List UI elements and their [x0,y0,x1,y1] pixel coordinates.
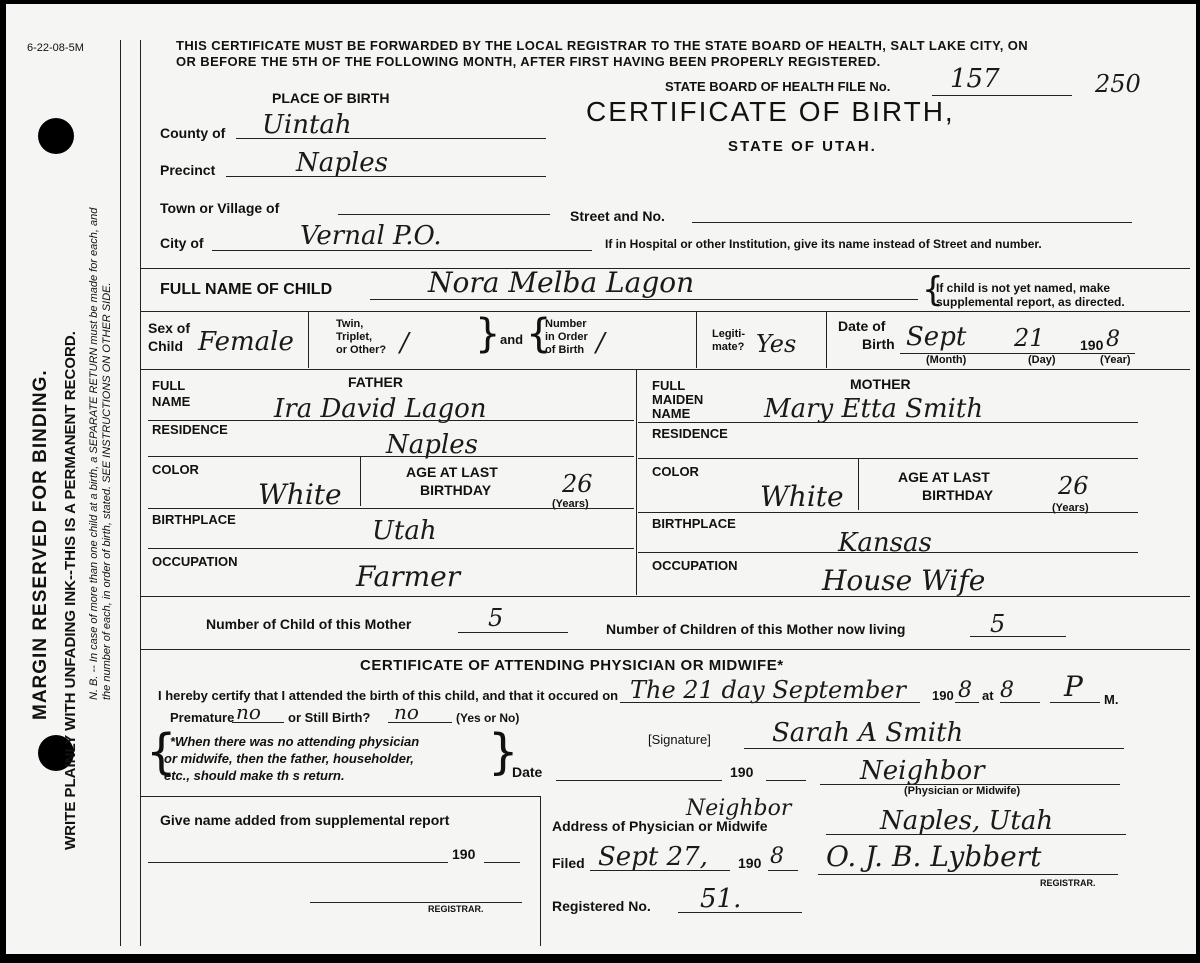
date-label-1: Date of [838,318,886,334]
town-line [338,214,550,215]
father-age-label-1: AGE AT LAST [406,464,498,480]
header-instruction-1: THIS CERTIFICATE MUST BE FORWARDED BY THE LOCAL REGISTRAR TO THE STATE BOARD OF HEALTH, SALT LAKE CITY, ON [176,38,1029,53]
sex-value: Female [198,327,294,357]
city-value: Vernal P.O. [300,221,442,251]
role-caption: (Physician or Midwife) [904,785,1021,797]
premature-label: Premature [170,710,235,725]
address-note: Neighbor [686,796,792,821]
registered-no-value: 51. [700,884,742,914]
mother-name: Mary Etta Smith [764,394,984,424]
mother-birthplace-label: BIRTHPLACE [652,516,736,531]
mother-color-age-divider [858,458,859,510]
supplemental-year-line [484,862,520,863]
mother-birthplace-line [638,552,1138,553]
physician-note-2: or midwife, then the father, householder, [164,751,414,766]
margin-reserved-text: MARGIN RESERVED FOR BINDING. [30,369,51,720]
father-residence: Naples [386,430,478,460]
file-number-handwritten: 250 [1095,70,1141,98]
premature-value: no [236,700,261,724]
physician-note-3: etc., should make th s return. [164,768,345,783]
occurred-year-line [955,702,979,703]
bottom-section-divider [540,796,541,946]
not-named-note-2: supplemental report, as directed. [936,295,1125,309]
place-of-birth-heading: PLACE OF BIRTH [272,90,390,106]
note-bracket-right: } [488,724,519,780]
father-name-line [148,420,634,421]
hour-line [1000,702,1040,703]
father-name: Ira David Lagon [274,394,487,424]
mother-full-label-3: NAME [652,406,691,421]
registered-no-line [678,912,802,913]
order-label-1: Number [545,318,587,330]
hour-value: 8 [1000,678,1014,703]
legit-label-2: mate? [712,341,745,353]
occurred-year-suffix: 8 [958,678,972,703]
county-value: Uintah [262,110,352,140]
signature-label: [Signature] [648,732,711,747]
address-line [826,834,1126,835]
mother-color: White [760,480,844,513]
address-value: Naples, Utah [880,806,1054,836]
mother-full-label-1: FULL [652,378,686,393]
twin-label-2: Triplet, [336,331,373,343]
twin-value: / [400,328,409,358]
still-birth-value: no [394,700,419,724]
mother-residence-line [638,458,1138,459]
file-number-label: STATE BOARD OF HEALTH FILE No. [665,79,891,94]
still-birth-line [388,722,452,723]
father-full-label-2: NAME [152,394,191,409]
margin-note-line2: the number of each, in order of birth, stated. SEE INSTRUCTIONS ON OTHER SIDE. [101,282,113,700]
not-named-note-1: If child is not yet named, make [936,281,1111,295]
order-label-2: in Order [545,331,588,343]
ampm-line [1050,702,1100,703]
birth-day: 21 [1014,324,1045,352]
twin-label-1: Twin, [336,318,364,330]
street-line [692,222,1132,223]
binding-hole-top [38,118,74,154]
children-living-line [970,636,1066,637]
father-residence-line [148,456,634,457]
physician-certify-text: I hereby certify that I attended the birth of this child, and that it occured on [158,688,619,703]
twin-bracket: } [475,311,501,357]
margin-line-2 [140,40,141,946]
sex-label-2: Child [148,338,183,354]
registrar-signature: O. J. B. Lybbert [826,840,1042,873]
signature-line [744,748,1124,749]
divider-before-physician [140,649,1190,650]
children-living-label: Number of Children of this Mother now living [606,621,906,637]
child-name-line [370,299,918,300]
year-caption: (Year) [1100,354,1131,366]
meridiem-m-label: M. [1104,692,1119,707]
child-name-label: FULL NAME OF CHILD [160,281,333,298]
filed-line [590,870,730,871]
filed-year-line [768,870,798,871]
physician-date-label: Date [512,764,543,780]
mother-occupation-label: OCCUPATION [652,558,738,573]
date-label-2: Birth [862,336,895,352]
order-value: / [596,328,605,358]
father-years-caption: (Years) [552,498,589,510]
father-age-label-2: BIRTHDAY [420,482,492,498]
yes-no-hint: (Yes or No) [456,711,520,725]
certificate-title: CERTIFICATE OF BIRTH, [586,96,955,127]
filed-value: Sept 27, [598,842,708,872]
parents-center-divider [636,369,637,595]
physician-date-year: 190 [730,764,754,780]
city-line [212,250,592,251]
mother-age-label-2: BIRTHDAY [922,487,994,503]
divider-before-parents [140,369,1190,370]
supplemental-label: Give name added from supplemental report [160,812,450,828]
filed-year-suffix: 8 [770,844,784,869]
father-occupation: Farmer [356,560,461,593]
supplemental-year: 190 [452,846,476,862]
child-number-label: Number of Child of this Mother [206,616,412,632]
ampm-value: P [1064,670,1083,703]
order-bracket: { [526,311,552,357]
filed-year-prefix: 190 [738,855,762,871]
precinct-label: Precinct [160,162,216,178]
supplemental-name-line [148,862,448,863]
father-birthplace: Utah [372,516,437,546]
father-occupation-label: OCCUPATION [152,554,238,569]
mother-name-line [638,422,1138,423]
occurred-on-value: The 21 day September [630,676,906,704]
birth-year-suffix: 8 [1106,327,1120,352]
premature-line [232,722,284,723]
county-line [236,138,546,139]
divider-legit-date [826,311,827,368]
father-color-label: COLOR [152,462,199,477]
physician-heading: CERTIFICATE OF ATTENDING PHYSICIAN OR MIDWIFE* [360,657,784,674]
mother-color-line [638,512,1138,513]
form-code: 6-22-08-5M [27,42,84,54]
divider-before-sex [140,311,1190,312]
signature-value: Sarah A Smith [772,718,964,748]
city-label: City of [160,235,204,251]
father-age: 26 [562,470,593,498]
role-value: Neighbor [860,756,985,786]
physician-date-year-line [766,780,806,781]
divider-before-bottom [140,796,540,797]
mother-residence-label: RESIDENCE [652,426,728,441]
margin-note-line1: N. B. -- In case of more than one child at a birth, a SEPARATE RETURN must be made for each, and [88,207,100,700]
occurred-on-line [620,702,920,703]
header-instruction-2: OR BEFORE THE 5TH OF THE FOLLOWING MONTH, AFTER FIRST HAVING BEEN PROPERLY REGISTERED. [176,54,881,69]
physician-note-1: *When there was no attending physician [170,734,420,749]
father-residence-label: RESIDENCE [152,422,228,437]
birth-month: Sept [906,322,967,352]
street-label: Street and No. [570,208,665,224]
precinct-line [226,176,546,177]
legit-label-1: Legiti- [712,328,745,340]
father-color-line [148,508,634,509]
children-living-value: 5 [990,610,1006,638]
mother-occupation: House Wife [822,564,986,597]
registered-no-label: Registered No. [552,898,651,914]
town-label: Town or Village of [160,200,280,216]
precinct-value: Naples [296,148,388,178]
mother-years-caption: (Years) [1052,502,1089,514]
occurred-year-prefix: 190 [932,688,954,703]
address-label: Address of Physician or Midwife [552,818,768,834]
father-birthplace-label: BIRTHPLACE [152,512,236,527]
mother-age-label-1: AGE AT LAST [898,469,990,485]
and-label: and [500,332,524,347]
sex-label-1: Sex of [148,320,191,336]
filed-label: Filed [552,855,585,871]
divider-before-children [140,596,1190,597]
registrar-signature-line [818,874,1118,875]
child-number-line [458,632,568,633]
file-number: 157 [950,64,1000,94]
father-heading: FATHER [348,374,403,390]
birth-year-prefix: 190 [1080,337,1104,353]
mother-birthplace: Kansas [838,528,932,558]
child-name-value: Nora Melba Lagon [428,266,695,299]
legit-value: Yes [756,330,797,358]
supplemental-registrar-line [310,902,522,903]
divider-order-legit [696,311,697,368]
still-birth-label: or Still Birth? [288,710,371,725]
mother-color-label: COLOR [652,464,699,479]
divider-sex-twin [308,311,309,368]
twin-label-3: or Other? [336,344,387,356]
hour-at-label: at [982,688,994,703]
margin-write-text: WRITE PLAINLY WITH UNFADING INK--THIS IS A PERMANENT RECORD. [62,331,79,850]
month-caption: (Month) [926,354,967,366]
order-label-3: of Birth [545,344,585,356]
margin-line [120,40,121,946]
registrar-caption: REGISTRAR. [1040,878,1096,888]
certificate-subtitle: STATE OF UTAH. [728,138,877,155]
supplemental-registrar-caption: REGISTRAR. [428,904,484,914]
father-color-age-divider [360,456,361,506]
father-full-label-1: FULL [152,378,186,393]
father-color: White [258,478,342,511]
physician-date-line [556,780,722,781]
father-birthplace-line [148,548,634,549]
child-number-value: 5 [488,604,504,632]
hospital-note: If in Hospital or other Institution, give its name instead of Street and number. [605,237,1042,251]
mother-full-label-2: MAIDEN [652,392,704,407]
day-caption: (Day) [1028,354,1056,366]
child-name-bracket: { [922,270,944,310]
county-label: County of [160,125,226,141]
mother-heading: MOTHER [850,376,911,392]
mother-age: 26 [1058,472,1089,500]
note-bracket-left: { [146,724,177,780]
